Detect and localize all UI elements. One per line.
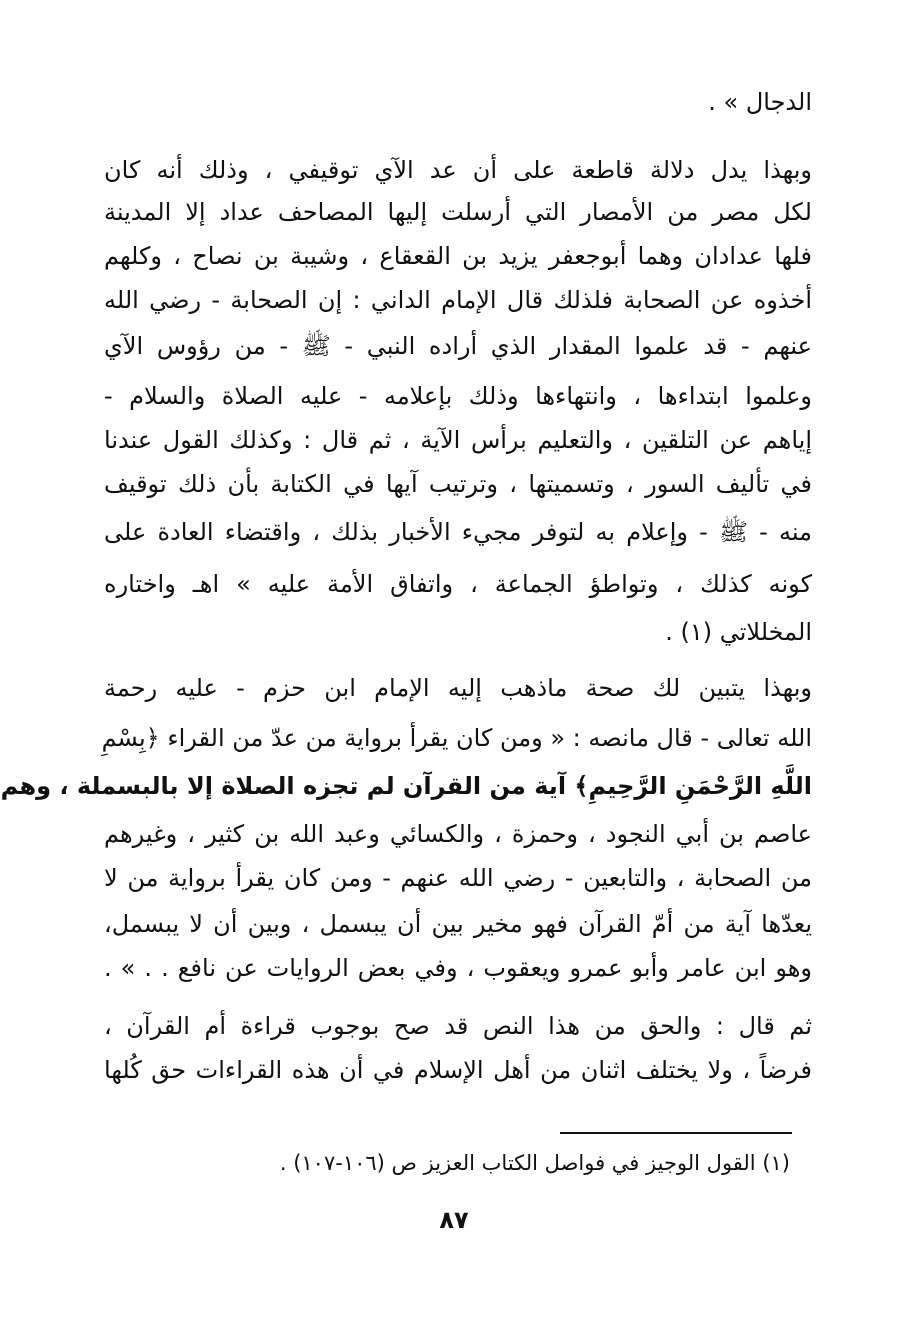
text-line: كونه كذلك ، وتواطؤ الجماعة ، واتفاق الأمة عليه » اهـ واختاره: [104, 570, 812, 598]
text-line: منه - ﷺ - وإعلام به لتوفر مجيء الأخبار بذلك ، واقتضاء العادة على: [104, 518, 812, 546]
text-line: عنهم - قد علموا المقدار الذي أراده النبي - ﷺ - من رؤوس الآي: [104, 332, 812, 360]
page-number: ٨٧: [439, 1206, 469, 1234]
text-line: في تأليف السور ، وتسميتها ، وترتيب آيها في الكتابة بأن ذلك توقيف: [104, 470, 812, 498]
text-line: وعلموا ابتداءها ، وانتهاءها وذلك بإعلامه - عليه الصلاة والسلام -: [104, 382, 812, 410]
text-line: أخذوه عن الصحابة فلذلك قال الإمام الداني : إن الصحابة - رضي الله: [104, 286, 812, 314]
text-line: عاصم بن أبي النجود ، وحمزة ، والكسائي وعبد الله بن كثير ، وغيرهم: [104, 820, 812, 848]
text-line: وهو ابن عامر وأبو عمرو ويعقوب ، وفي بعض الروايات عن نافع . . » .: [104, 954, 812, 982]
text-line: الله تعالى - قال مانصه : « ومن كان يقرأ برواية من عدّ من القراء ﴿بِسْمِ: [101, 724, 812, 752]
text-line: الدجال » .: [708, 88, 812, 116]
text-line: يعدّها آية من أمّ القرآن فهو مخير بين أن يبسمل ، وبين أن لا يبسمل،: [104, 910, 812, 938]
footnote: (١) القول الوجيز في فواصل الكتاب العزيز ص (١٠٦-١٠٧) .: [279, 1151, 790, 1175]
text-line: إياهم عن التلقين ، والتعليم برأس الآية ، ثم قال : وكذلك القول عندنا: [104, 426, 812, 454]
text-line: المخللاتي (١) .: [665, 618, 812, 646]
footnote-separator: [560, 1132, 792, 1134]
text-line: فرضاً ، ولا يختلف اثنان من أهل الإسلام في أن هذه القراءات حق كُلها: [104, 1056, 812, 1084]
paragraph-first-line: وبهذا يتبين لك صحة ماذهب إليه الإمام ابن حزم - عليه رحمة: [104, 674, 812, 702]
text-line: اللَّهِ الرَّحْمَنِ الرَّحِيمِ﴾ آية من القرآن لم تجزه الصلاة إلا بالبسملة ، وهم: [0, 772, 812, 800]
text-line: لكل مصر من الأمصار التي أرسلت إليها المصاحف عداد إلا المدينة: [104, 198, 812, 226]
text-line: من الصحابة ، والتابعين - رضي الله عنهم - ومن كان يقرأ برواية من لا: [104, 864, 812, 892]
paragraph-first-line: ثم قال : والحق من هذا النص قد صح بوجوب قراءة أم القرآن ،: [104, 1012, 812, 1040]
paragraph-first-line: وبهذا يدل دلالة قاطعة على أن عد الآي توقيفي ، وذلك أنه كان: [104, 156, 812, 184]
text-line: فلها عدادان وهما أبوجعفر يزيد بن القعقاع ، وشيبة بن نصاح ، وكلهم: [104, 242, 812, 270]
